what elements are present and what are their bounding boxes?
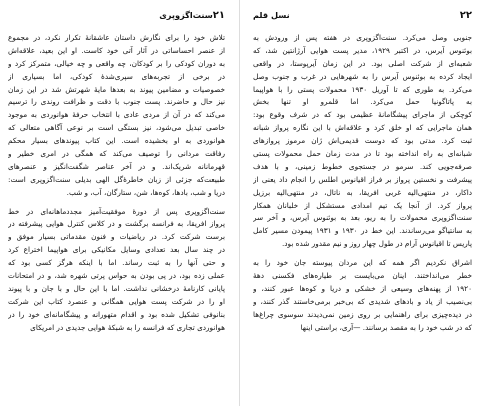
text-line: سنت‌اگزوپری پس از دورهٔ موفقیت‌آمیز مجدد‌ماهانه‌ای در خط (8, 206, 225, 216)
text-line: می‌کند که در آن از مردی عادی با انتخاب حرفهٔ هوانوردی به موجود (8, 110, 225, 120)
text-line: پرواز افریقا، به فرانسه برگشت و در کلاس کنترل هوایی پیشرفته در (8, 219, 225, 229)
right-page (239, 0, 478, 406)
text-line: داکار، در منتهی‌الیه غربی افریقا، به ناتال، در منتهی‌الیه برزیل (253, 187, 472, 197)
text-line: بنانوفی تشکیل شده بود و اقدام متهورانه و پیشگامانه‌ای خود را در (8, 309, 225, 319)
right-page-header (253, 8, 472, 22)
text-line: خطر می‌انداختند. اینان می‌بایست بر طیاره‌های فکسنی دههٔ (253, 271, 472, 281)
text-line: سنت‌اگزوپری محمولات را به ریو، بعد به بوئنوس آیرس، و آخر سر (253, 213, 472, 223)
text-line: طبیعت‌که جزئی از زبان خاطرهٔ‌گل الهی بدیلی سنت‌اگزوپری است: (8, 174, 225, 184)
left-page (0, 0, 239, 406)
right-page-body (253, 32, 472, 334)
text-line: رفاقت مردانی را توصیف می‌کند که همگی در امری خطیر و (8, 149, 225, 159)
running-title: سنت‌اگزوپری (159, 10, 213, 20)
text-line: ثبت کرد. مدتی بود که دوست قدیمی‌اش ژان مرموز پروازهای (253, 136, 472, 146)
text-line: او را در شرکت پست هوایی همگانی و عنصرد کتاب این شرکت (8, 296, 225, 306)
text-line: همان ماجرایی که او خلق کرد و علاقه‌اش با این نگاره پرواز شبانه (253, 123, 472, 133)
text-line: ایجاد کرده به بوئنوس آیرس را به شهرهایی در غرب و جنوب وصل (253, 71, 472, 81)
text-line: شبانه‌ای به راه انداخته بود تا در مدت زمان حمل محمولات پستی (253, 149, 472, 159)
text-line: شعبه‌ای از شرکت اصلی بود. در این زمان آیرپوستا، در واقعی (253, 58, 472, 68)
text-line: به سانتیاگو می‌رساندند. این خط در ۱۹۳۰ و ۱۹۳۱ پیمودن مسیر کامل (253, 226, 472, 236)
text-line: در چند سال بعد تعدادی وسایل مکانیکی برای هواپیما اختراع کرد (8, 245, 225, 255)
page-number: ۲۱ (212, 10, 225, 21)
text-line: پاریس تا اقیانوس آرام در طول چهار روز و نیم مقدور شده بود. (281, 239, 472, 249)
text-line: کوچکی از ماجرای پیشگامانهٔ عظیمی بود که در شرف وقوع بود: (253, 110, 472, 120)
left-page-body (8, 32, 225, 334)
left-page-header (8, 8, 225, 22)
text-line: تلاش خود را برای نگارش داستان عاشقانهٔ تکرار نکرد، در مجموع (8, 33, 225, 42)
text-line: ۱۹۲۰ از پهنه‌های وسیعی از خشکی و دریا و کوه‌ها عبور کنند، و (253, 283, 472, 293)
text-line: خصوصیات و مضامین پیوند به بعدها مایهٔ شهرتش شد در این زمان (8, 84, 225, 94)
text-line: پیشرفت و نخستین پرواز بر فراز اقیانوس اطلس را انجام داد یعنی از (253, 174, 472, 184)
text-line: در برخی از تجربه‌های سپری‌شدهٔ کودکی، اما بسیاری از (8, 71, 225, 81)
text-line: می‌کرد. به طوری که تا آوریل ۱۹۳۰ محمولات پستی را با هواپیما (253, 84, 472, 94)
text-line: که در شب خود را به مقصد برسانند. —آری، براستی اینها (300, 322, 472, 332)
text-line: نیز حال و حاضرند. پست جنوب با دقت و ظرافت روندی را ترسیم (8, 97, 225, 107)
text-line: هوانوردی تجاری که فرانسه را به شبکهٔ هوایی جدیدی در امریکای (30, 322, 225, 332)
text-line: دریا و شب، بادها، کوه‌ها، شن، ستارگان، آب، و شب. (66, 187, 225, 197)
text-line: در دیده‌چیزی برای راهنمایی بر روی زمین نمی‌دیدند سوسوی چراغ‌ها (253, 309, 472, 319)
text-line: خاصی تبدیل می‌شود، نیز بستگی است بر نوعی آگاهی متعالی که (8, 123, 225, 133)
text-line: پرواز کرد. از آنجا یک تیم امدادی مستشکل از خلبانان همکار (253, 200, 472, 210)
text-line: بی‌نصیب از یاد و بادهای شدیدی که بی‌خبر برمی‌خاستند گذر کنند، و (253, 296, 472, 306)
text-line: به پاتاگونیا حمل می‌کرد. اما قلمرو او تنها بخش (253, 97, 472, 107)
text-line: برست شرکت کرد. در ریاضیات و فنون مقدماتی بسیار موفق و (8, 232, 225, 242)
text-line: هوانوردی به او بخشیده است. این کتاب پیوندهای بسیار محکم (8, 136, 225, 146)
text-line: بوئنوس آیرس، در اکتبر ۱۹۲۹، مدیر پست هوایی آرژانتین شد، که (253, 45, 472, 55)
text-line: از عنصر احساساتی در آثار آتی خود کاست. او این بعید، علاقه‌اش (8, 45, 225, 55)
text-line: و حتی آنها را به ثبت رساند. اما با اینکه هرگز کسی بود که (8, 258, 225, 268)
running-title: نسل قلم (253, 10, 290, 20)
text-line: صرفه‌جویی کند. سرمو در جستجوی خطوط زمینی، و با هدف (253, 161, 472, 171)
page-number: ۲۲ (459, 10, 472, 21)
text-line: اشراق نکردیم اگر همه که این مردان پیوسته جان خود را به (253, 258, 472, 268)
text-line: پایانی کارنامهٔ درخشانی نداشت. اما با این حال و با جان و با پیوند (8, 283, 225, 293)
text-line: قهرمانانه شریک‌اند. و در آخر عناصر شگفت‌انگیز و عنصرهای (8, 161, 225, 171)
text-line: جنوبی وصل می‌کرد. سنت‌اگزوپری در هفته پس از ورودش به (253, 33, 472, 42)
text-line: عملی زده بود، در پی بودن به حواس پرتی شهره شد، و در امتحانات (8, 271, 225, 281)
text-line: به دوران کودکی را بر کودکان، چه واقعی و چه خیالی، متمرکز کرد و (8, 58, 225, 68)
